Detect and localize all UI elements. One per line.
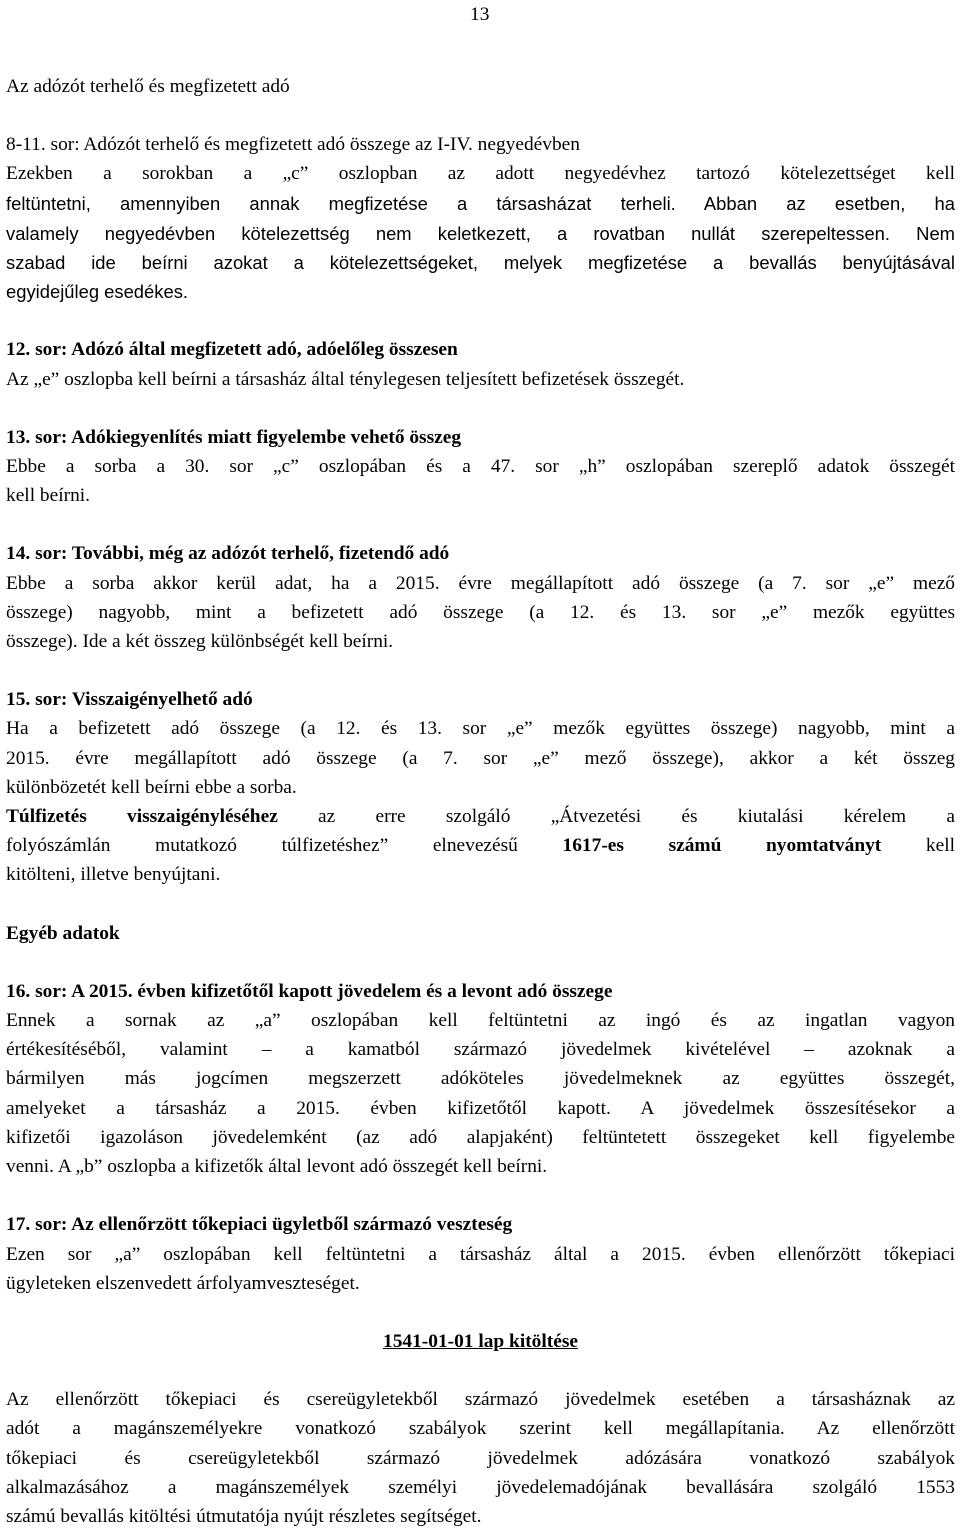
section-title-sheet: 1541-01-01 lap kitöltése <box>383 1330 578 1352</box>
row-8-11-line: valamely negyedévben kötelezettség nem keletkezett, a rovatban nullát szerepeltessen. Nem <box>6 222 955 244</box>
row-12-heading: 12. sor: Adózó által megfizetett adó, adóelőleg összesen <box>6 339 458 361</box>
row-15-line <box>6 831 955 860</box>
row-14-line: összege) nagyobb, mint a befizetett adó összege (a 12. és 13. sor „e” mezők együttes <box>6 601 955 623</box>
row-16-line: amelyeket a társasház a 2015. évben kifizetőtől kapott. A jövedelmek összesítésekor a <box>6 1097 955 1119</box>
row-13-line: kell beírni. <box>6 485 91 507</box>
section-title-other: Egyéb adatok <box>6 922 120 944</box>
row-14-heading: 14. sor: További, még az adózót terhelő, fizetendő adó <box>6 543 450 565</box>
refund-bold: Túlfizetés visszaigényléséhez <box>6 806 278 828</box>
row-12-line: Az „e” oszlopba kell beírni a társasház által ténylegesen teljesített befizetések összegét. <box>6 368 685 390</box>
form-text: folyószámlán mutatkozó túlfizetéshez” elnevezésű <box>6 835 563 857</box>
row-8-11-heading: 8-11. sor: Adózót terhelő és megfizetett adó összege az I-IV. negyedévben <box>6 134 580 156</box>
row-16-line: értékesítéséből, valamint – a kamatból származó jövedelmek kivételével – azoknak a <box>6 1039 955 1061</box>
refund-text: az erre szolgáló „Átvezetési és kiutalási kérelem a <box>277 806 955 828</box>
row-15-line: különbözetét kell beírni ebbe a sorba. <box>6 776 297 798</box>
row-15-line: 2015. évre megállapított adó összege (a 7. sor „e” mező összege), akkor a két összeg <box>6 747 955 769</box>
form-text-end: kell <box>881 835 955 857</box>
row-17-heading: 17. sor: Az ellenőrzött tőkepiaci ügyletből származó veszteség <box>6 1214 513 1236</box>
row-13-heading: 13. sor: Adókiegyenlítés miatt figyelembe vehető összeg <box>6 426 462 448</box>
row-15-line: kitölteni, illetve benyújtani. <box>6 864 221 886</box>
row-17-line: ügyleteken elszenvedett árfolyamveszteséget. <box>6 1272 360 1294</box>
row-15-heading: 15. sor: Visszaigényelhető adó <box>6 689 253 711</box>
row-14-line: összege). Ide a két összeg különbségét kell beírni. <box>6 631 394 653</box>
document-body <box>6 72 955 1531</box>
row-16-line: Ennek a sornak az „a” oszlopában kell feltüntetni az ingó és az ingatlan vagyon <box>6 1010 955 1032</box>
row-16-line: bármilyen más jogcímen megszerzett adóköteles jövedelmeknek az együttes összegét, <box>6 1068 955 1090</box>
row-15-line <box>6 802 955 831</box>
sheet-line: Az ellenőrzött tőkepiaci és csereügyletekből származó jövedelmek esetében a társasháznak az <box>6 1389 955 1411</box>
row-8-11-text: feltüntetni, amennyiben annak megfizetése a társasházat terheli. Abban az esetben, ha <box>6 192 955 214</box>
page-number: 13 <box>470 4 490 25</box>
section-title-tax: Az adózót terhelő és megfizetett adó <box>6 76 290 97</box>
row-13-line: Ebbe a sorba a 30. sor „c” oszlopában és a 47. sor „h” oszlopában szereplő adatok összegét <box>6 456 955 478</box>
row-8-11-line: Ezekben a sorokban a „c” oszlopban az adott negyedévhez tartozó kötelezettséget kell <box>6 163 955 185</box>
row-8-11-line <box>6 189 955 219</box>
row-16-line: kifizetői igazoláson jövedelemként (az adó alapjaként) feltüntetett összegeket kell figyelembe <box>6 1126 955 1148</box>
sheet-line: alkalmazásához a magánszemélyek személyi jövedelemadójának bevallására szolgáló 1553 <box>6 1476 955 1498</box>
row-16-line: venni. A „b” oszlopba a kifizetők által levont adó összegét kell beírni. <box>6 1156 548 1178</box>
row-15-line: Ha a befizetett adó összege (a 12. és 13. sor „e” mezők együttes összege) nagyobb, mint a <box>6 718 955 740</box>
row-8-11-line: egyidejűleg esedékes. <box>6 281 188 303</box>
row-17-line: Ezen sor „a” oszlopában kell feltüntetni a társasház által a 2015. évben ellenőrzött tőkepiaci <box>6 1243 955 1265</box>
sheet-line: tőkepiaci és csereügyletekből származó jövedelmek adózására vonatkozó szabályok <box>6 1447 955 1469</box>
form-number-bold: 1617-es számú nyomtatványt <box>562 835 882 857</box>
row-16-heading: 16. sor: A 2015. évben kifizetőtől kapott jövedelem és a levont adó összege <box>6 980 613 1002</box>
row-14-line: Ebbe a sorba akkor kerül adat, ha a 2015. évre megállapított adó összege (a 7. sor „e” mező <box>6 572 955 594</box>
sheet-line: számú bevallás kitöltési útmutatója nyújt részletes segítséget. <box>6 1505 482 1527</box>
sheet-line: adót a magánszemélyekre vonatkozó szabályok szerint kell megállapítania. Az ellenőrzött <box>6 1418 955 1440</box>
row-8-11-line: szabad ide beírni azokat a kötelezettségeket, melyek megfizetése a bevallás benyújtásával <box>6 252 955 274</box>
